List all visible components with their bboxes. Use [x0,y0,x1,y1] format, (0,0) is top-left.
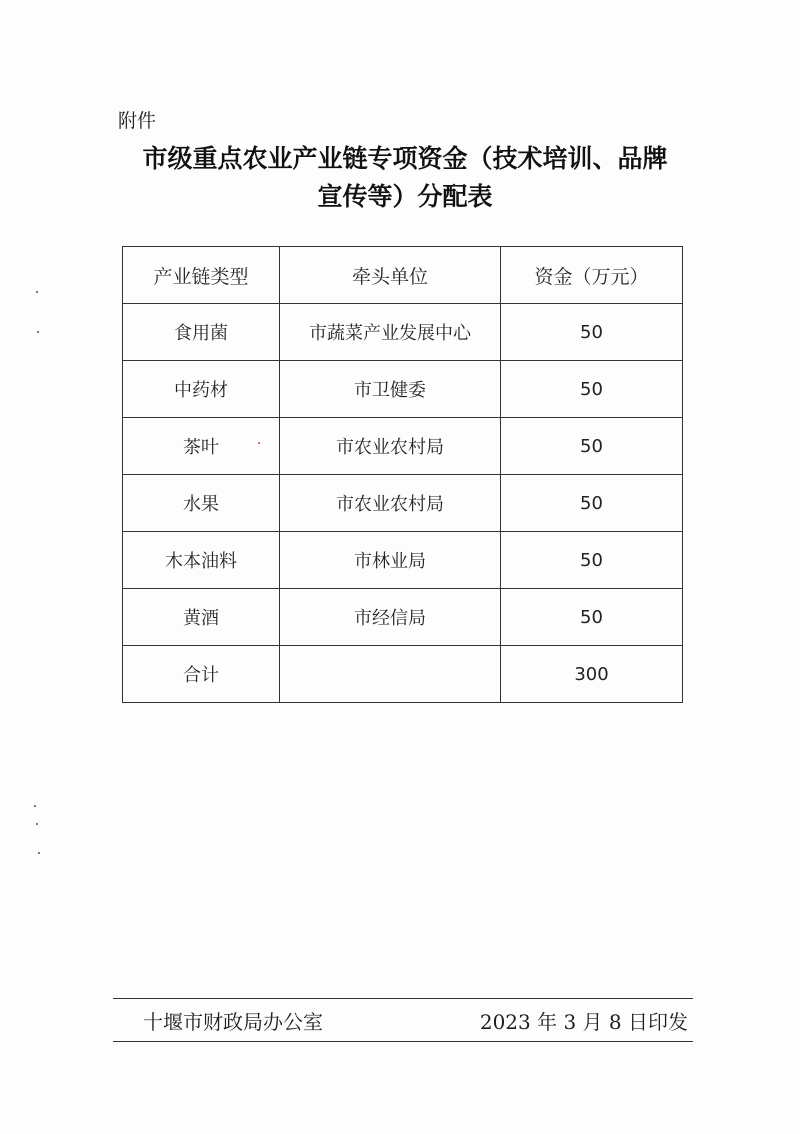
cell-funds: 50 [501,304,683,361]
table-row [123,304,683,361]
cell-lead-unit: 市经信局 [280,589,501,646]
cell-total-funds: 300 [501,646,683,703]
cell-chain-type: 木本油料 [123,532,280,589]
footer-divider-top [113,998,693,999]
cell-chain-type: 水果 [123,475,280,532]
issue-date: 2023 年 3 月 8 日印发 [479,1010,688,1034]
document-title [100,140,710,216]
cell-chain-type: 中药材 [123,361,280,418]
scan-speck [36,291,38,293]
title-line-1: 市级重点农业产业链专项资金（技术培训、品牌 [142,144,668,173]
cell-chain-type: 食用菌 [123,304,280,361]
scan-speck [34,805,36,807]
header-funds: 资金（万元） [501,247,683,304]
scan-speck [258,442,260,444]
table-total-row [123,646,683,703]
allocation-table [122,246,683,703]
cell-funds: 50 [501,361,683,418]
cell-lead-unit: 市卫健委 [280,361,501,418]
cell-chain-type: 黄酒 [123,589,280,646]
footer-divider-bottom [113,1041,693,1042]
table-row [123,532,683,589]
header-lead-unit: 牵头单位 [280,247,501,304]
table-row [123,475,683,532]
table-header-row [123,247,683,304]
issuer-office: 十堰市财政局办公室 [143,1010,323,1034]
cell-lead-unit: 市农业农村局 [280,475,501,532]
cell-lead-unit: 市农业农村局 [280,418,501,475]
table-row [123,418,683,475]
table-row [123,589,683,646]
title-line-2: 宣传等）分配表 [317,182,493,211]
table-row [123,361,683,418]
scan-speck [37,331,39,333]
cell-funds: 50 [501,532,683,589]
cell-total-unit [280,646,501,703]
cell-lead-unit: 市蔬菜产业发展中心 [280,304,501,361]
scan-speck [36,823,38,825]
attachment-label: 附件 [118,110,157,132]
header-chain-type: 产业链类型 [123,247,280,304]
cell-funds: 50 [501,475,683,532]
cell-funds: 50 [501,418,683,475]
cell-total-label: 合计 [123,646,280,703]
scan-speck [38,852,40,854]
cell-chain-type: 茶叶 [123,418,280,475]
cell-lead-unit: 市林业局 [280,532,501,589]
cell-funds: 50 [501,589,683,646]
